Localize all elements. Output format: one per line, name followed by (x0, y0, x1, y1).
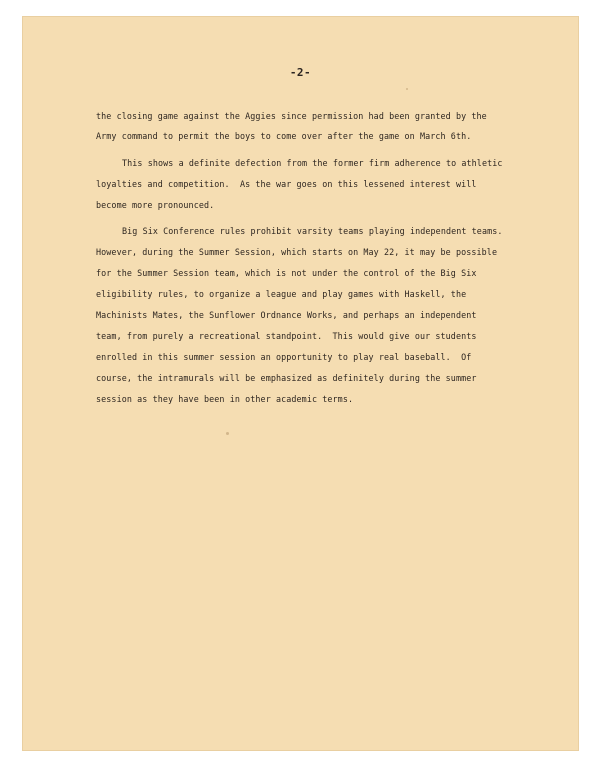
document-page (22, 16, 579, 751)
text-line: team, from purely a recreational standpoint. This would give our students (96, 331, 477, 341)
text-line: Machinists Mates, the Sunflower Ordnance Works, and perhaps an independent (96, 310, 477, 320)
text-line: loyalties and competition. As the war goes on this lessened interest will (96, 179, 477, 189)
text-line: Big Six Conference rules prohibit varsity teams playing independent teams. (122, 226, 503, 236)
page-number: -2- (289, 66, 312, 79)
text-line: course, the intramurals will be emphasized as definitely during the summer (96, 373, 477, 383)
paper-speck (226, 432, 229, 435)
text-line: for the Summer Session team, which is not under the control of the Big Six (96, 268, 477, 278)
text-line: Army command to permit the boys to come over after the game on March 6th. (96, 131, 472, 141)
text-line: This shows a definite defection from the former firm adherence to athletic (122, 158, 503, 168)
text-line: session as they have been in other academic terms. (96, 394, 354, 404)
text-line: become more pronounced. (96, 200, 215, 210)
text-line: enrolled in this summer session an opportunity to play real baseball. Of (96, 352, 472, 362)
text-line: eligibility rules, to organize a league and play games with Haskell, the (96, 289, 467, 299)
paper-speck (406, 88, 408, 90)
text-line: the closing game against the Aggies since permission had been granted by the (96, 111, 487, 121)
text-line: However, during the Summer Session, which starts on May 22, it may be possible (96, 247, 498, 257)
